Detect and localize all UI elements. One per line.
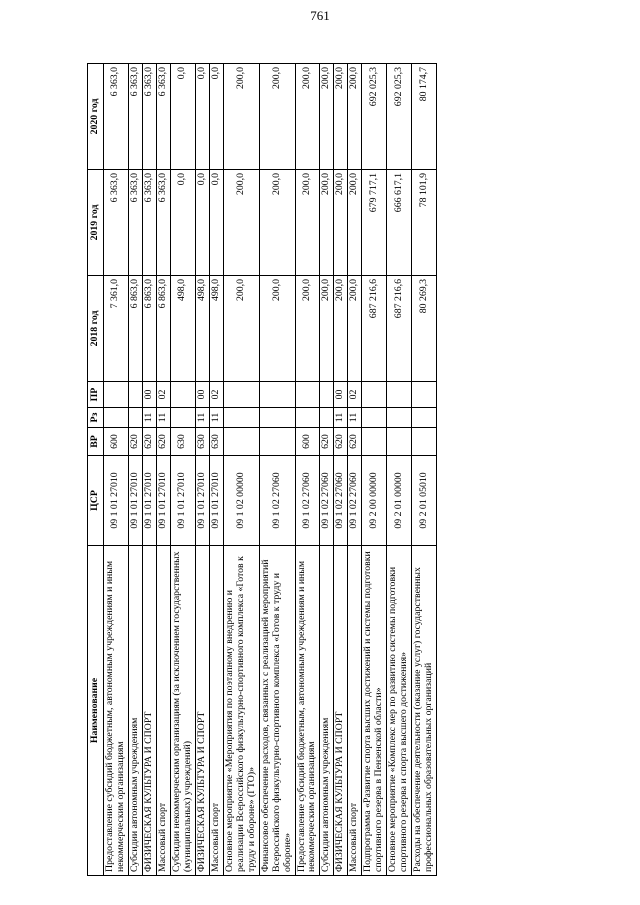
cell-name: ФИЗИЧЕСКАЯ КУЛЬТУРА И СПОРТ [195,546,209,876]
cell-2018: 6 863,0 [128,276,142,382]
cell-csr: 09 1 01 27010 [103,456,128,546]
cell-pr: 02 [348,382,362,408]
cell-name: Массовый спорт [348,546,362,876]
cell-csr: 09 1 02 00000 [223,456,259,546]
cell-2019: 0,0 [209,170,223,276]
cell-name: Финансовое обеспечение расходов, связанных с реализацией мероприятий Всероссийского физкультурно-спортивного комплекса «Готов к труду и обороне» [259,546,295,876]
header-csr: ЦСР [88,456,104,546]
cell-name: Массовый спорт [209,546,223,876]
cell-2020: 200,0 [223,64,259,170]
cell-2020: 200,0 [295,64,320,170]
cell-pr [412,382,437,408]
cell-name: Расходы на обеспечение деятельности (оказание услуг) государственных профессиональных образовательных организаций [412,546,437,876]
cell-2019: 666 617,1 [387,170,412,276]
cell-vr: 630 [170,428,195,456]
cell-2019: 6 363,0 [142,170,156,276]
cell-rz [362,408,387,428]
cell-2020: 6 363,0 [156,64,170,170]
cell-vr: 620 [348,428,362,456]
rotated-table-container [87,64,559,876]
cell-csr: 09 1 01 27010 [170,456,195,546]
cell-name: ФИЗИЧЕСКАЯ КУЛЬТУРА И СПОРТ [142,546,156,876]
cell-csr: 09 1 01 27010 [209,456,223,546]
header-vr: ВР [88,428,104,456]
cell-2018: 200,0 [223,276,259,382]
table-row [320,64,334,876]
table-row [362,64,387,876]
cell-vr [259,428,295,456]
cell-2020: 6 363,0 [128,64,142,170]
page-number: 761 [310,8,330,23]
cell-2019: 200,0 [348,170,362,276]
cell-pr [103,382,128,408]
cell-csr: 09 2 01 05010 [412,456,437,546]
cell-2020: 200,0 [320,64,334,170]
cell-2020: 0,0 [209,64,223,170]
cell-2018: 498,0 [170,276,195,382]
header-2019: 2019 год [88,170,104,276]
cell-vr: 630 [195,428,209,456]
cell-vr: 620 [128,428,142,456]
cell-2018: 7 361,0 [103,276,128,382]
cell-pr [295,382,320,408]
cell-name: Предоставление субсидий бюджетным, автономным учреждениям и иным некоммерческим организациям [103,546,128,876]
cell-2020: 6 363,0 [103,64,128,170]
cell-rz: 11 [142,408,156,428]
cell-vr: 600 [103,428,128,456]
table-row [128,64,142,876]
cell-pr [320,382,334,408]
cell-2018: 80 269,3 [412,276,437,382]
table-row [348,64,362,876]
cell-pr [170,382,195,408]
table-row [223,64,259,876]
cell-pr [223,382,259,408]
table-row [195,64,209,876]
header-name: Наименование [88,546,104,876]
table-body [103,64,436,876]
cell-name: Субсидии автономным учреждениям [128,546,142,876]
cell-rz [259,408,295,428]
cell-rz [170,408,195,428]
table-row [387,64,412,876]
table-header-row [88,64,104,876]
cell-vr: 620 [156,428,170,456]
cell-rz [223,408,259,428]
cell-rz [103,408,128,428]
table-row [170,64,195,876]
cell-vr: 620 [320,428,334,456]
table-row [412,64,437,876]
cell-rz [320,408,334,428]
table-row [334,64,348,876]
header-2020: 2020 год [88,64,104,170]
cell-2020: 692 025,3 [387,64,412,170]
cell-rz [387,408,412,428]
cell-name: ФИЗИЧЕСКАЯ КУЛЬТУРА И СПОРТ [334,546,348,876]
table-row [103,64,128,876]
cell-vr [362,428,387,456]
cell-2020: 0,0 [195,64,209,170]
cell-rz: 11 [209,408,223,428]
cell-rz: 11 [334,408,348,428]
cell-rz: 11 [348,408,362,428]
cell-2020: 200,0 [348,64,362,170]
cell-csr: 09 2 00 00000 [362,456,387,546]
cell-csr: 09 1 02 27060 [348,456,362,546]
cell-pr: 00 [142,382,156,408]
cell-vr [412,428,437,456]
cell-2020: 80 174,7 [412,64,437,170]
cell-2019: 6 363,0 [103,170,128,276]
cell-name: Основное мероприятие «Комплекс мер по развитию системы подготовки спортивного резерва и спорта высшего достижения» [387,546,412,876]
cell-2019: 200,0 [295,170,320,276]
table-row [259,64,295,876]
cell-vr: 620 [334,428,348,456]
cell-csr: 09 1 01 27010 [156,456,170,546]
cell-name: Подпрограмма «Развитие спорта высших достижений и системы подготовки спортивного резерва в Пензенской области» [362,546,387,876]
cell-vr [223,428,259,456]
cell-name: Массовый спорт [156,546,170,876]
cell-csr: 09 1 02 27060 [320,456,334,546]
cell-csr: 09 1 02 27060 [259,456,295,546]
header-2018: 2018 год [88,276,104,382]
table-row [209,64,223,876]
cell-csr: 09 1 02 27060 [295,456,320,546]
cell-name: Субсидии некоммерческим организациям (за исключением государственных (муниципальных) учреждений) [170,546,195,876]
cell-2018: 200,0 [295,276,320,382]
cell-2018: 6 863,0 [156,276,170,382]
cell-2019: 200,0 [334,170,348,276]
cell-csr: 09 1 01 27010 [142,456,156,546]
cell-vr: 600 [295,428,320,456]
cell-csr: 09 1 02 27060 [334,456,348,546]
cell-name: Субсидии автономным учреждениям [320,546,334,876]
cell-2020: 6 363,0 [142,64,156,170]
cell-pr [387,382,412,408]
cell-2018: 498,0 [195,276,209,382]
table-row [295,64,320,876]
cell-pr [259,382,295,408]
cell-2020: 200,0 [259,64,295,170]
cell-rz [128,408,142,428]
cell-vr [387,428,412,456]
cell-pr [128,382,142,408]
header-pr: ПР [88,382,104,408]
cell-pr: 02 [156,382,170,408]
cell-pr: 00 [195,382,209,408]
table-row [142,64,156,876]
cell-rz [412,408,437,428]
header-rz: Рз [88,408,104,428]
cell-2019: 78 101,9 [412,170,437,276]
cell-pr: 02 [209,382,223,408]
cell-2018: 687 216,6 [362,276,387,382]
cell-vr: 620 [142,428,156,456]
cell-vr: 630 [209,428,223,456]
cell-2018: 6 863,0 [142,276,156,382]
cell-2019: 6 363,0 [128,170,142,276]
cell-csr: 09 2 01 00000 [387,456,412,546]
cell-name: Основное мероприятие «Мероприятия по поэтапному внедрению и реализации Всероссийского физкультурно-спортивного комплекса «Готов к труду и обороне» (ГТО)» [223,546,259,876]
cell-2018: 498,0 [209,276,223,382]
cell-2019: 0,0 [170,170,195,276]
cell-2020: 0,0 [170,64,195,170]
cell-pr: 00 [334,382,348,408]
cell-2019: 200,0 [223,170,259,276]
cell-2019: 0,0 [195,170,209,276]
cell-csr: 09 1 01 27010 [195,456,209,546]
cell-2018: 200,0 [334,276,348,382]
cell-name: Предоставление субсидий бюджетным, автономным учреждениям и иным некоммерческим организациям [295,546,320,876]
cell-2018: 200,0 [348,276,362,382]
budget-table [87,63,437,876]
cell-2019: 6 363,0 [156,170,170,276]
cell-csr: 09 1 01 27010 [128,456,142,546]
cell-2019: 679 717,1 [362,170,387,276]
cell-rz: 11 [195,408,209,428]
cell-2019: 200,0 [259,170,295,276]
cell-rz [295,408,320,428]
table-row [156,64,170,876]
cell-2018: 687 216,6 [387,276,412,382]
cell-rz: 11 [156,408,170,428]
cell-2018: 200,0 [320,276,334,382]
cell-2019: 200,0 [320,170,334,276]
cell-2020: 692 025,3 [362,64,387,170]
cell-pr [362,382,387,408]
cell-2020: 200,0 [334,64,348,170]
cell-2018: 200,0 [259,276,295,382]
